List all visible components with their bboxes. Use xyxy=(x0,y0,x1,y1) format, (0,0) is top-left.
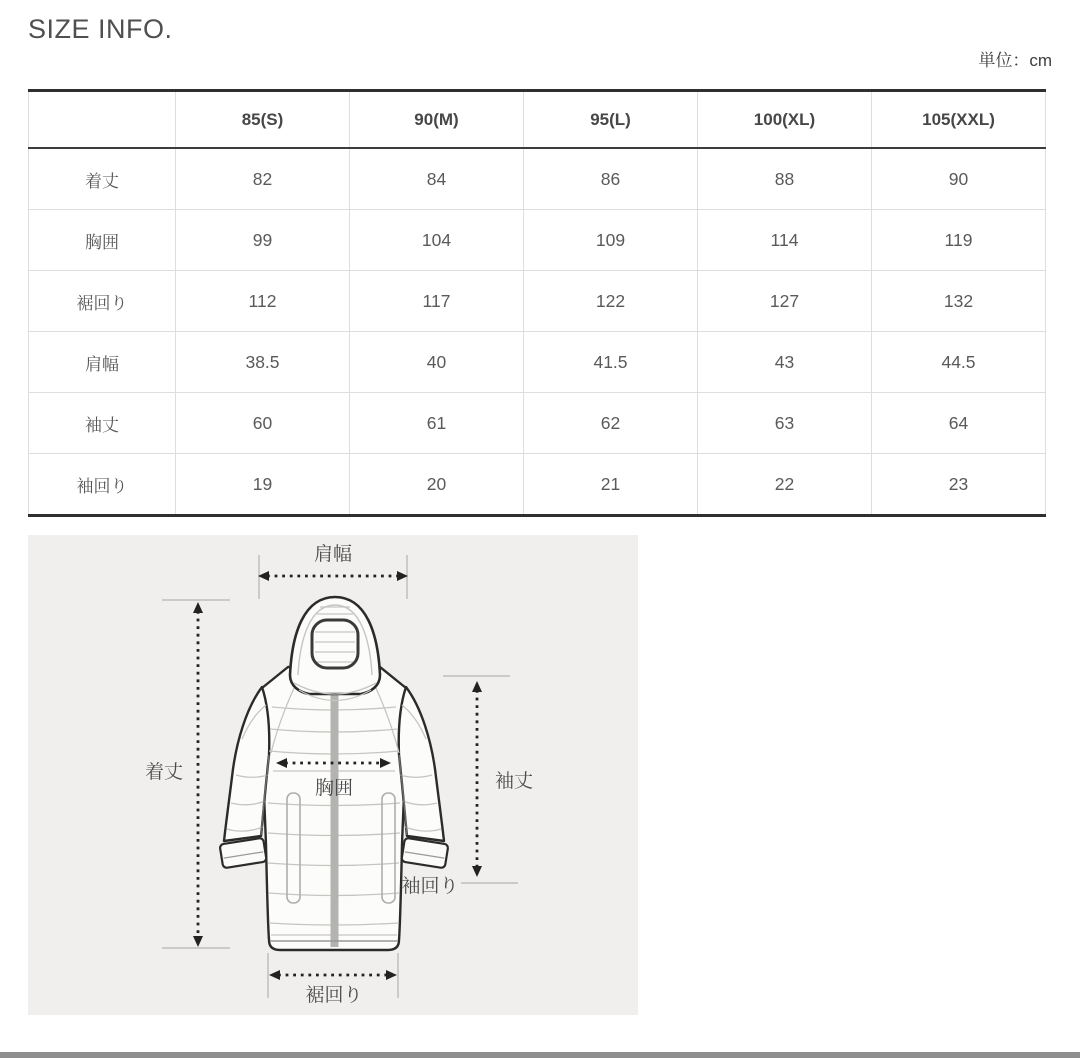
size-cell: 109 xyxy=(524,210,698,271)
size-column-header: 85(S) xyxy=(176,91,350,149)
zipper xyxy=(331,685,339,947)
size-cell: 114 xyxy=(698,210,872,271)
hem-label: 裾回り xyxy=(305,985,363,1006)
size-column-header: 95(L) xyxy=(524,91,698,149)
size-cell: 84 xyxy=(350,148,524,210)
chest-label: 胸囲 xyxy=(314,778,354,799)
table-row xyxy=(29,271,1046,332)
size-cell: 62 xyxy=(524,393,698,454)
measurement-diagram-panel xyxy=(28,535,638,1015)
table-row xyxy=(29,332,1046,393)
size-cell: 19 xyxy=(176,454,350,516)
body-length-label: 着丈 xyxy=(144,762,184,783)
size-cell: 117 xyxy=(350,271,524,332)
size-cell: 119 xyxy=(872,210,1046,271)
hood xyxy=(290,597,380,694)
size-cell: 122 xyxy=(524,271,698,332)
size-cell: 23 xyxy=(872,454,1046,516)
size-cell: 63 xyxy=(698,393,872,454)
size-table-corner-cell xyxy=(29,91,176,149)
size-cell: 22 xyxy=(698,454,872,516)
size-table-header-row xyxy=(29,91,1046,149)
row-label: 着丈 xyxy=(29,148,176,210)
size-cell: 43 xyxy=(698,332,872,393)
row-label: 裾回り xyxy=(29,271,176,332)
row-label: 胸囲 xyxy=(29,210,176,271)
size-table xyxy=(28,89,1046,517)
row-label: 肩幅 xyxy=(29,332,176,393)
page-title: SIZE INFO. xyxy=(28,14,173,44)
coat-drawing xyxy=(220,597,449,950)
right-cuff xyxy=(401,838,448,869)
size-cell: 99 xyxy=(176,210,350,271)
shoulder-width-label: 肩幅 xyxy=(313,544,353,565)
size-cell: 20 xyxy=(350,454,524,516)
size-column-header: 90(M) xyxy=(350,91,524,149)
table-row xyxy=(29,393,1046,454)
size-cell: 64 xyxy=(872,393,1046,454)
sleeve-length-label: 袖丈 xyxy=(494,771,534,792)
size-cell: 82 xyxy=(176,148,350,210)
size-cell: 21 xyxy=(524,454,698,516)
size-column-header: 105(XXL) xyxy=(872,91,1046,149)
size-cell: 104 xyxy=(350,210,524,271)
size-cell: 88 xyxy=(698,148,872,210)
window-bottom-edge xyxy=(0,1052,1080,1058)
size-cell: 44.5 xyxy=(872,332,1046,393)
size-cell: 61 xyxy=(350,393,524,454)
row-label: 袖回り xyxy=(29,454,176,516)
size-cell: 40 xyxy=(350,332,524,393)
table-row xyxy=(29,210,1046,271)
size-column-header: 100(XL) xyxy=(698,91,872,149)
size-cell: 127 xyxy=(698,271,872,332)
sleeve-opening-label: 袖回り xyxy=(401,876,459,897)
size-cell: 38.5 xyxy=(176,332,350,393)
table-row xyxy=(29,148,1046,210)
left-cuff xyxy=(220,838,267,869)
unit-label: 単位：cm xyxy=(978,51,1052,70)
size-cell: 90 xyxy=(872,148,1046,210)
table-row xyxy=(29,454,1046,516)
coat-measurement-diagram xyxy=(28,535,638,1015)
size-cell: 132 xyxy=(872,271,1046,332)
size-cell: 112 xyxy=(176,271,350,332)
size-cell: 60 xyxy=(176,393,350,454)
size-cell: 41.5 xyxy=(524,332,698,393)
size-cell: 86 xyxy=(524,148,698,210)
row-label: 袖丈 xyxy=(29,393,176,454)
